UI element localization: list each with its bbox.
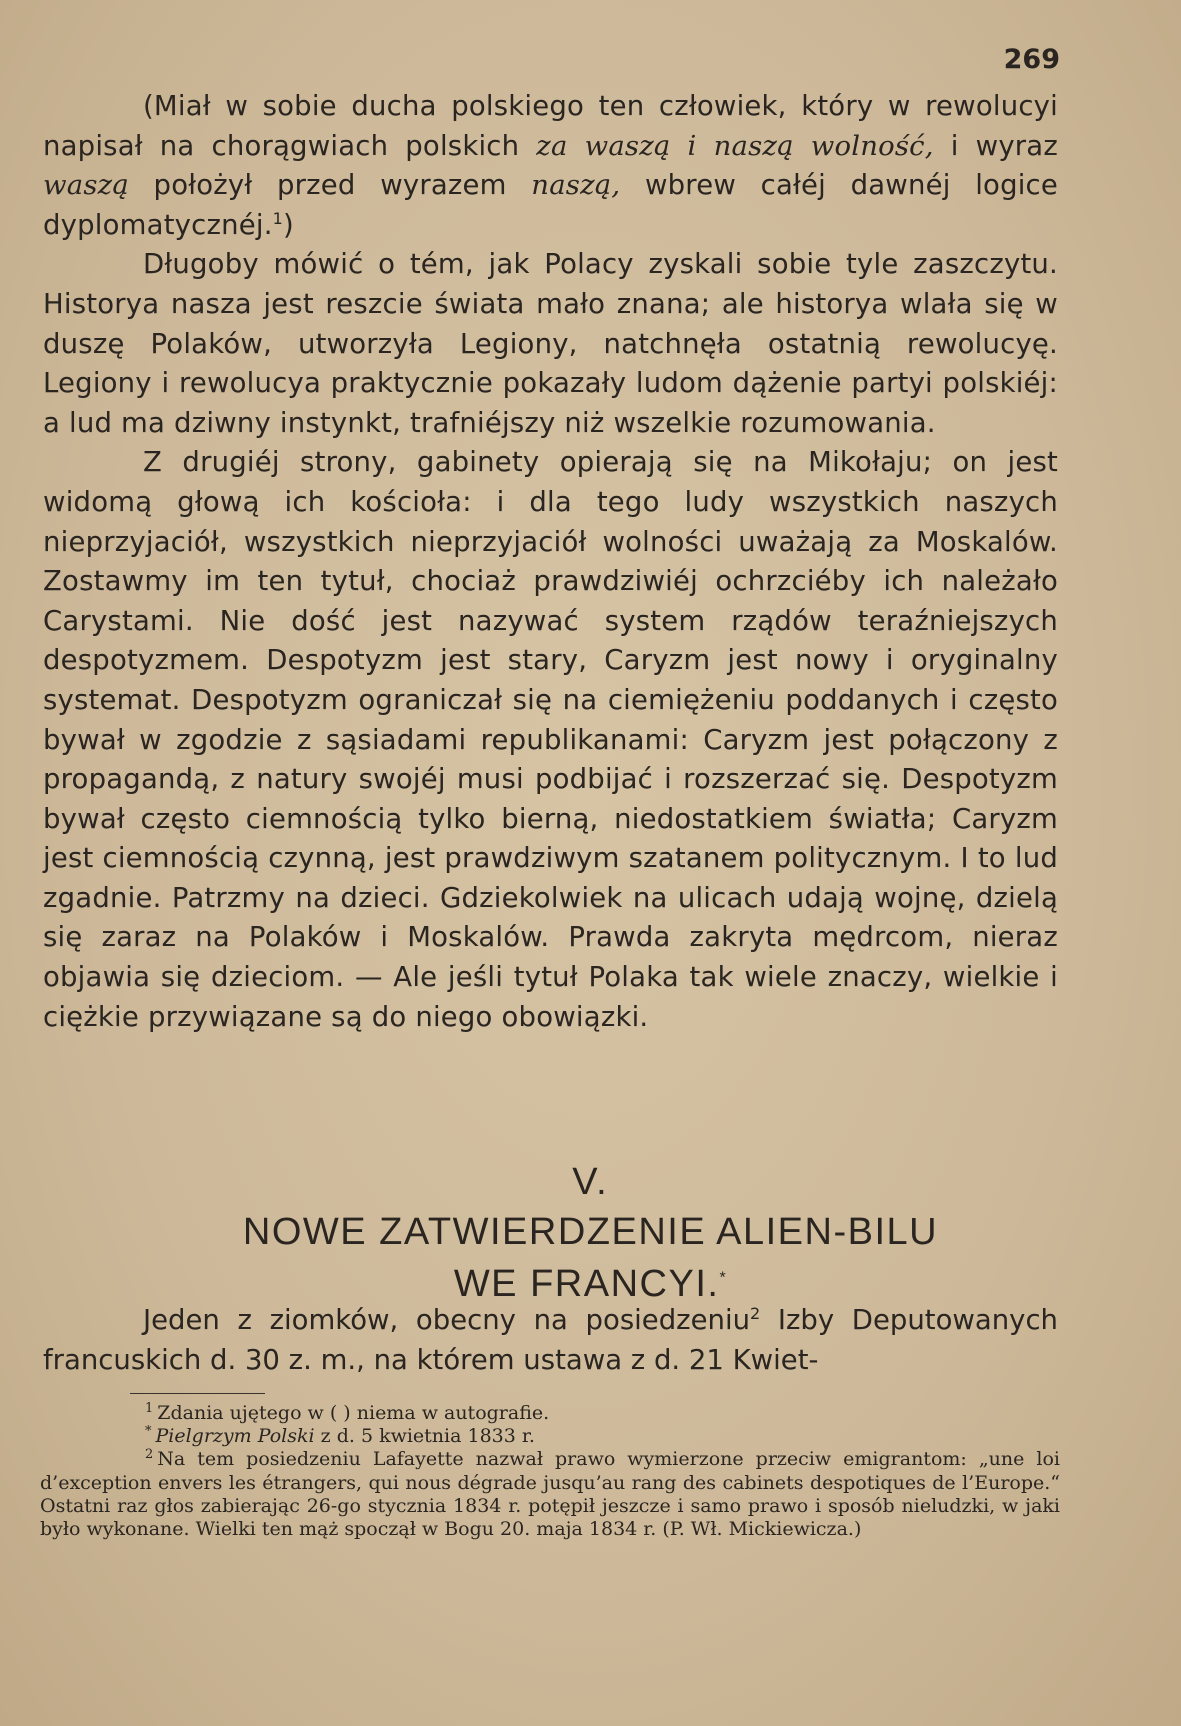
- footnote-1: [40, 1402, 1060, 1425]
- footnote-mark: 1: [145, 1400, 154, 1416]
- page-number: 269: [1003, 44, 1060, 75]
- paragraph-1: [43, 87, 1058, 245]
- section-title: [0, 1206, 1181, 1310]
- main-text: [43, 87, 1058, 1037]
- text-run: Jeden z ziomków, obecny na posiedzeniu: [143, 1304, 751, 1336]
- text-run: Izby Deputowanych francuskich d. 30 z. m., na którem ustawa z d. 21 Kwiet-: [43, 1304, 1058, 1376]
- footnote-text: Na tem posiedzeniu Lafayette nazwał prawo wymierzone przeciw emigrantom: „une loi d’exception envers les étrangers, qui nous dégrade jusqu’au rang des cabinets despotiques de l’Europe.“ Ostatni raz głos zabierając 26-go stycznia 1834 r. potępił jeszcze i samo prawo i sposób nieludzki, w jaki było wykonane. Wielki ten mąż spoczął w Bogu 20. maja 1834 r. (P. Wł. Mickiewicza.): [40, 1448, 1060, 1541]
- footnote-ref: 1: [272, 208, 284, 228]
- footnote-mark: *: [145, 1423, 152, 1439]
- italic-phrase: za waszą i naszą wolność,: [536, 129, 934, 162]
- footnote-divider: [130, 1393, 265, 1394]
- footnote-ref: 2: [750, 1303, 761, 1323]
- section-paragraph: [43, 1300, 1058, 1380]
- footnote-star: [40, 1425, 1060, 1448]
- title-text: WE FRANCYI.: [453, 1263, 720, 1305]
- footnotes: [40, 1402, 1060, 1541]
- section-title-line-1: NOWE ZATWIERDZENIE ALIEN-BILU: [242, 1211, 939, 1253]
- text-run: (Miał w sobie ducha polskiego ten człowiek, który w rewolucyi napisał na chorągwiach polskich: [43, 90, 1058, 162]
- italic-phrase: naszą,: [531, 169, 621, 202]
- footnote-mark: 2: [145, 1447, 154, 1463]
- paragraph-2: Długoby mówić o tém, jak Polacy zyskali sobie tyle zaszczytu. Historya nasza jest reszcie świata mało znana; ale historya wlała się w duszę Polaków, utworzyła Legiony, natchnęła ostatnią rewolucyę. Legiony i rewolucya praktycznie pokazały ludom dążenie partyi polskiéj: a lud ma dziwny instynkt, trafniéjszy niż wszelkie rozumowania.: [43, 248, 1058, 439]
- title-footnote-mark: *: [719, 1269, 728, 1287]
- text-run: i wyraz: [933, 129, 1058, 162]
- italic-phrase: waszą: [43, 169, 129, 202]
- text-run: wbrew całéj dawnéj logice dyplomatycznéj.: [43, 169, 1058, 241]
- text-run: położył przed wyrazem: [128, 169, 532, 202]
- footnote-italic: Pielgrzym Polski: [155, 1425, 315, 1448]
- footnote-text: z d. 5 kwietnia 1833 r.: [314, 1425, 535, 1448]
- paragraph-3: Z drugiéj strony, gabinety opierają się na Mikołaju; on jest widomą głową ich kościoła: i dla tego ludy wszystkich naszych nieprzyjaciół, wszystkich nieprzyjaciół wolności uważają za Moskalów. Zostawmy im ten tytuł, chociaż prawdziwiéj ochrzciéby ich należało Carystami. Nie dość jest nazywać system rządów teraźniejszych despotyzmem. Despotyzm jest stary, Caryzm jest nowy i oryginalny systemat. Despotyzm ograniczał się na ciemiężeniu poddanych i często bywał w zgodzie z sąsiadami republikanami: Caryzm jest połączony z propagandą, z natury swojéj musi podbijać i rozszerzać się. Despotyzm bywał często ciemnością tylko bierną, niedostatkiem światła; Caryzm jest ciemnością czynną, jest prawdziwym szatanem politycznym. I to lud zgadnie. Patrzmy na dzieci. Gdziekolwiek na ulicach udają wojnę, dzielą się zaraz na Polaków i Moskalów. Prawda zakryta mędrcom, nieraz objawia się dzieciom. — Ale jeśli tytuł Polaka tak wiele znaczy, wielkie i ciężkie przywiązane są do niego obowiązki.: [43, 446, 1058, 1033]
- footnote-2: [40, 1448, 1060, 1541]
- section-body: [43, 1300, 1058, 1380]
- footnote-text: Zdania ujętego w ( ) niema w autografie.: [157, 1402, 550, 1424]
- section-number: V.: [572, 1161, 609, 1203]
- text-run: ): [283, 208, 294, 241]
